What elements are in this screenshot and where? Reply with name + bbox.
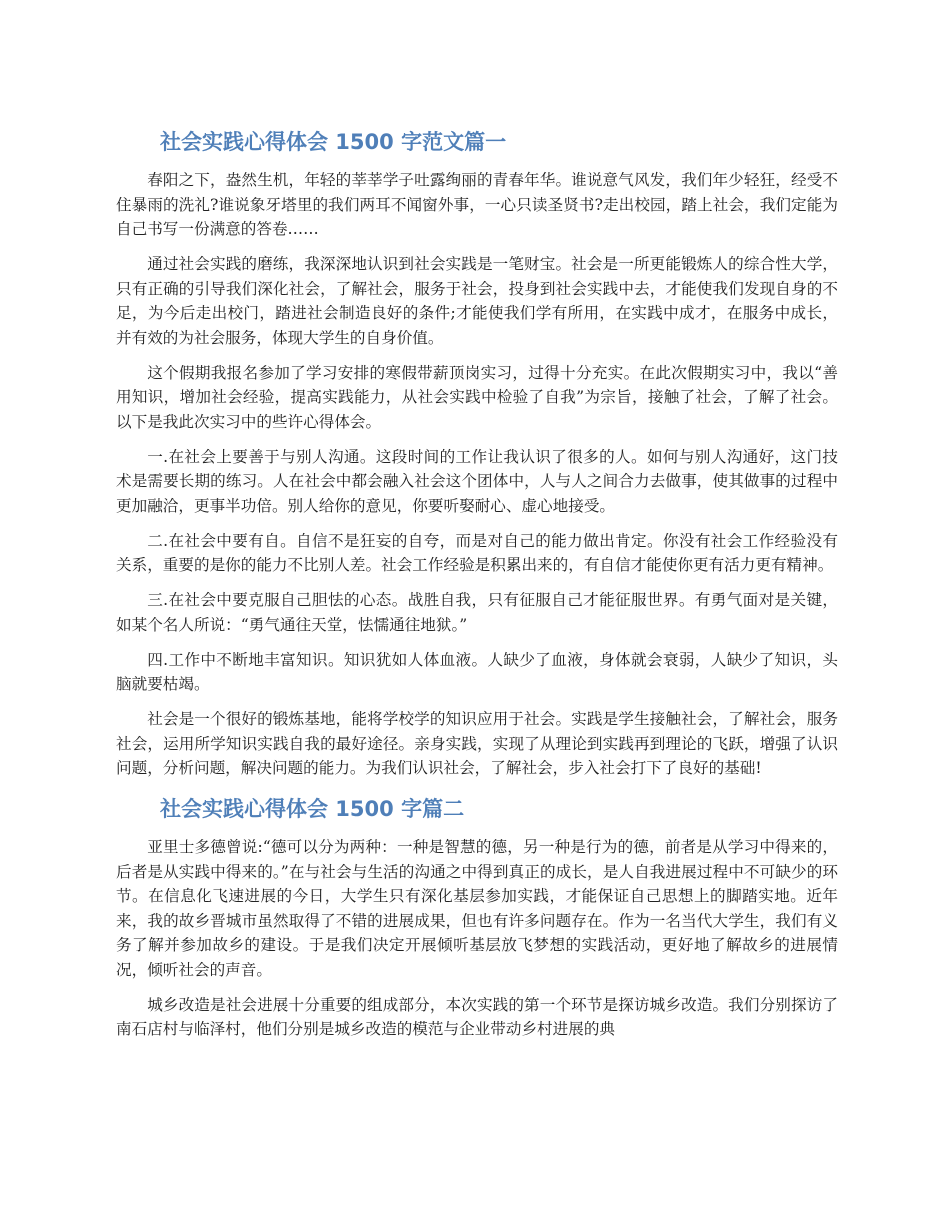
paragraph: 春阳之下，盎然生机，年轻的莘莘学子吐露绚丽的青春年华。谁说意气风发，我们年少轻狂，经受不住暴雨的洗礼?谁说象牙塔里的我们两耳不闻窗外事，一心只读圣贤书?走出校园，踏上社会，我们定能为自己书写一份满意的答卷…… [116, 171, 838, 238]
document-body [116, 124, 838, 1052]
paragraph: 一.在社会上要善于与别人沟通。这段时间的工作让我认识了很多的人。如何与别人沟通好，这门技术是需要长期的练习。人在社会中都会融入社会这个团体中，人与人之间合力去做事，使其做事的过程中更加融洽，更事半功倍。别人给你的意见，你要听娶耐心、虚心地接受。 [116, 447, 838, 515]
section-1 [116, 124, 838, 781]
paragraph: 这个假期我报名参加了学习安排的寒假带薪顶岗实习，过得十分充实。在此次假期实习中，我以“善用知识，增加社会经验，提高实践能力，从社会实践中检验了自我”为宗旨，接触了社会，了解了社会。以下是我此次实习中的些许心得体会。 [116, 363, 838, 431]
paragraph: 亚里士多德曾说:“德可以分为两种：一种是智慧的德，另一种是行为的德，前者是从学习中得来的，后者是从实践中得来的。”在与社会与生活的沟通之中得到真正的成长，是人自我进展过程中不可缺少的环节。在信息化飞速进展的今日，大学生只有深化基层参加实践，才能保证自己思想上的脚踏实地。近年来，我的故乡晋城市虽然取得了不错的进展成果，但也有许多问题存在。作为一名当代大学生，我们有义务了解并参加故乡的建设。于是我们决定开展倾听基层放飞梦想的实践活动，更好地了解故乡的进展情况，倾听社会的声音。 [116, 838, 838, 979]
paragraph: 社会是一个很好的锻炼基地，能将学校学的知识应用于社会。实践是学生接触社会，了解社会，服务社会，运用所学知识实践自我的最好途径。亲身实践，实现了从理论到实践再到理论的飞跃，增强了认识问题，分析问题，解决问题的能力。为我们认识社会，了解社会，步入社会打下了良好的基础! [116, 710, 838, 777]
paragraph: 三.在社会中要克服自己胆怯的心态。战胜自我，只有征服自己才能征服世界。有勇气面对是关键，如某个名人所说：“勇气通往天堂，怯懦通往地狱。” [116, 591, 838, 634]
section-heading: 社会实践心得体会 1500 字范文篇一 [160, 130, 507, 154]
paragraph: 四.工作中不断地丰富知识。知识犹如人体血液。人缺少了血液，身体就会衰弱，人缺少了知识，头脑就要枯竭。 [116, 650, 838, 693]
section-2 [116, 791, 838, 1042]
paragraph: 通过社会实践的磨练，我深深地认识到社会实践是一笔财宝。社会是一所更能锻炼人的综合性大学，只有正确的引导我们深化社会，了解社会，服务于社会，投身到社会实践中去，才能使我们发现自身的不足，为今后走出校门，踏进社会制造良好的条件;才能使我们学有所用，在实践中成才，在服务中成长，并有效的为社会服务，体现大学生的自身价值。 [116, 255, 838, 347]
section-heading: 社会实践心得体会 1500 字篇二 [160, 797, 465, 821]
paragraph: 二.在社会中要有自。自信不是狂妄的自夸，而是对自己的能力做出肯定。你没有社会工作经验没有关系，重要的是你的能力不比别人差。社会工作经验是积累出来的，有自信才能使你更有活力更有精神。 [116, 531, 838, 574]
paragraph: 城乡改造是社会进展十分重要的组成部分，本次实践的第一个环节是探访城乡改造。我们分别探访了南石店村与临泽村，他们分别是城乡改造的模范与企业带动乡村进展的典 [116, 995, 838, 1038]
